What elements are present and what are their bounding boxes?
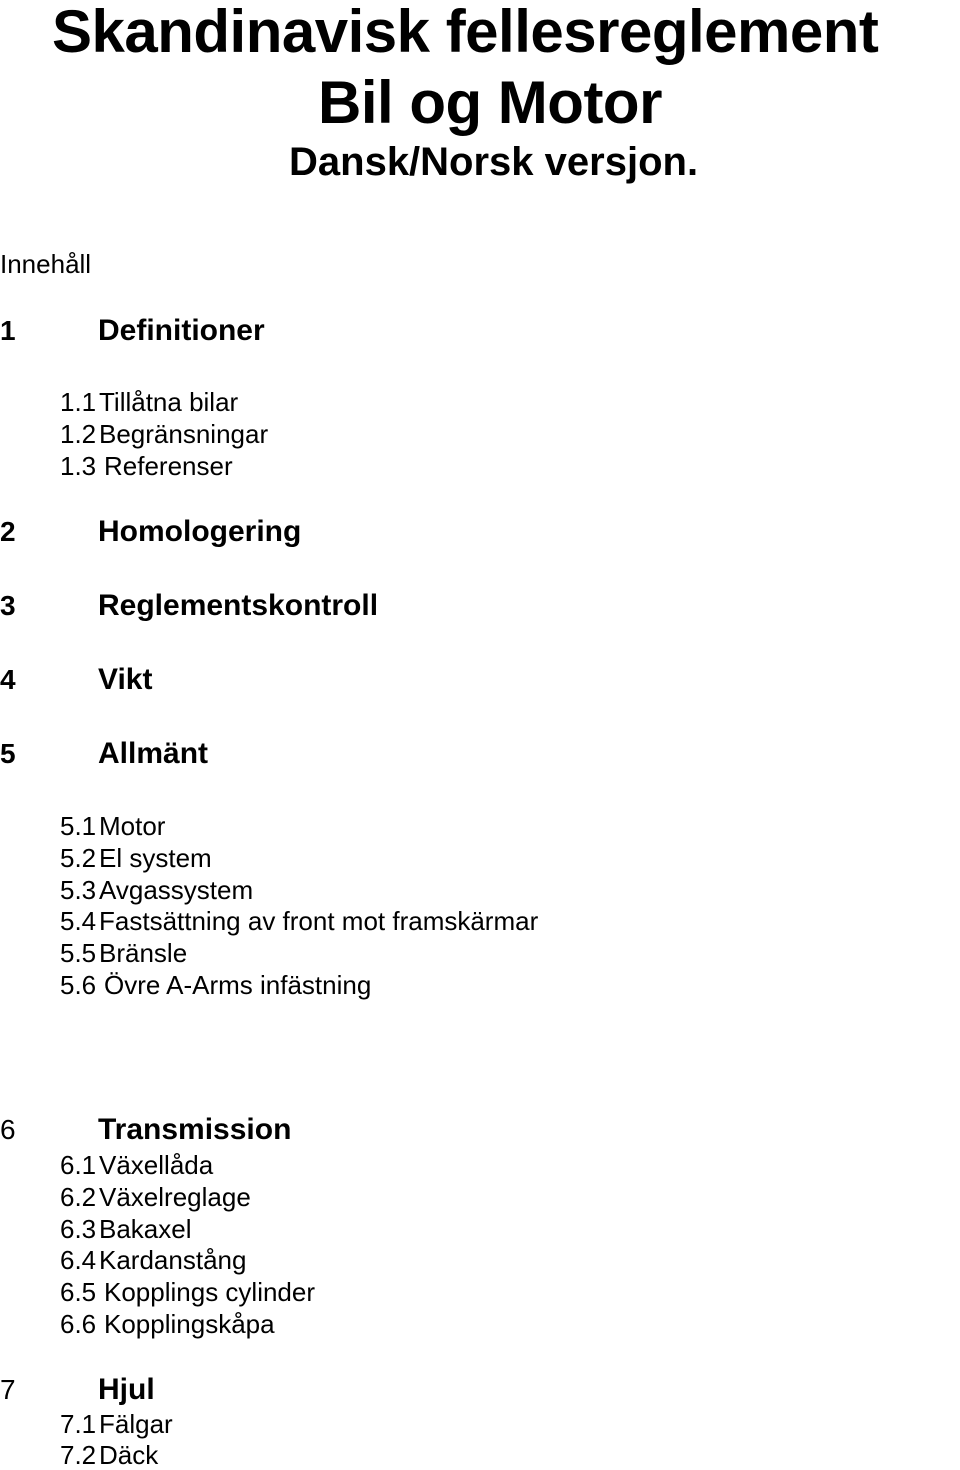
section-title: Vikt [98,663,153,696]
subsection-number: 5.4 [60,906,97,936]
section-number: 3 [0,590,16,621]
section-number: 2 [0,516,16,547]
subsection-number: 5.5 [60,938,97,968]
section-number: 5 [0,738,16,769]
section-title: Allmänt [98,737,209,770]
subsection-title: Fälgar [99,1409,173,1439]
document-title-line1: Skandinavisk fellesreglement [52,0,879,65]
section-title: Hjul [98,1373,155,1406]
document-subtitle: Dansk/Norsk versjon. [289,140,699,184]
subsection-title: Avgassystem [99,875,254,905]
subsection-title: Bränsle [99,938,188,968]
subsection-number: 7.1 [60,1409,97,1439]
subsection-title: Däck [99,1440,159,1470]
subsection-title: Referenser [104,451,233,481]
subsection-number: 6.4 [60,1245,97,1275]
document-title-line2: Bil og Motor [318,69,662,136]
subsection-title: Kardanstång [99,1245,247,1275]
section-title: Reglementskontroll [98,589,379,622]
subsection-title: El system [99,843,212,873]
subsection-number: 6.3 [60,1214,97,1244]
subsection-title: Övre A-Arms infästning [104,970,372,1000]
subsection-title: Begränsningar [99,419,269,449]
subsection-number: 5.6 [60,970,97,1000]
subsection-number: 6.5 [60,1277,97,1307]
subsection-title: Växelreglage [99,1182,251,1212]
subsection-title: Motor [99,811,166,841]
section-title: Homologering [98,515,302,548]
section-number: 6 [0,1114,16,1145]
section-number: 7 [0,1374,16,1405]
subsection-title: Tillåtna bilar [99,387,239,417]
subsection-number: 5.1 [60,811,97,841]
subsection-title: Fastsättning av front mot framskärmar [99,906,539,936]
section-title: Transmission [98,1113,292,1146]
subsection-title: Kopplings cylinder [104,1277,316,1307]
subsection-number: 5.2 [60,843,97,873]
subsection-number: 1.1 [60,387,97,417]
subsection-number: 6.2 [60,1182,97,1212]
section-number: 4 [0,664,16,695]
subsection-number: 1.3 [60,451,97,481]
toc-heading: Innehåll [0,249,92,279]
subsection-number: 1.2 [60,419,97,449]
section-title: Definitioner [98,314,265,347]
subsection-title: Växellåda [99,1150,214,1180]
subsection-title: Kopplingskåpa [104,1309,275,1339]
subsection-number: 5.3 [60,875,97,905]
subsection-number: 6.6 [60,1309,97,1339]
section-number: 1 [0,315,16,346]
subsection-title: Bakaxel [99,1214,192,1244]
subsection-number: 7.2 [60,1440,97,1470]
subsection-number: 6.1 [60,1150,97,1180]
